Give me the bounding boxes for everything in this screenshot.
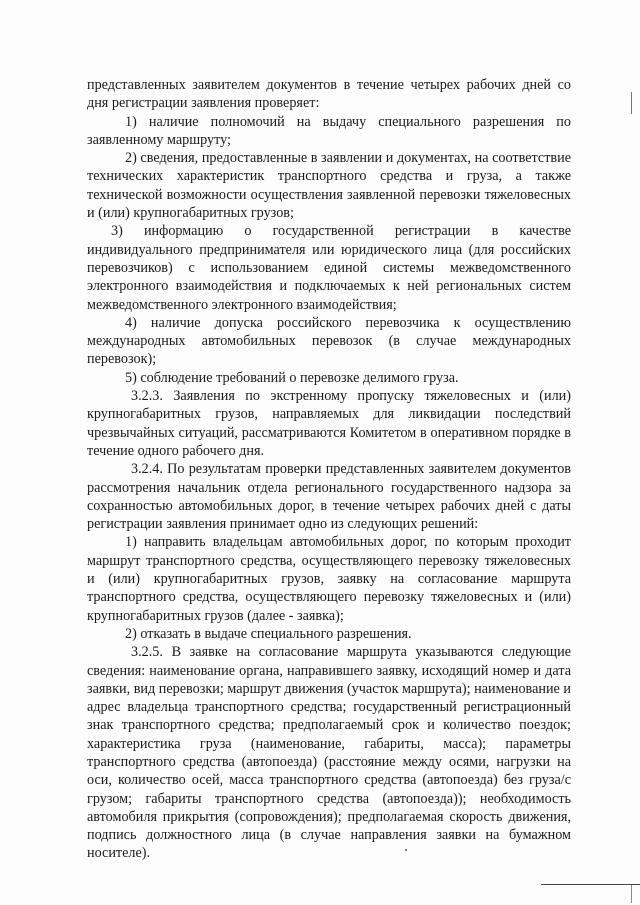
paragraph-item-3: 3) информацию о государственной регистрации в качестве индивидуального предпринимателя или юридического лица (для российских перевозчиков) с использованием единой системы межведомственного электронного взаимодействия и подключаемых к ней региональных систем межведомственного электронного взаимодействия; <box>87 223 571 313</box>
paragraph-item-4: 4) наличие допуска российского перевозчика к осуществлению международных автомобильных перевозок (в случае международных перевозок); <box>87 314 571 368</box>
paragraph-item-2: 2) сведения, предоставленные в заявлении и документах, на соответствие технических характеристик транспортного средства и груза, а также технической возможности осуществления заявленной перевозки тяжеловесных и (или) крупногабаритных грузов; <box>87 150 571 222</box>
scan-speck <box>405 849 407 851</box>
paragraph-3-2-4: 3.2.4. По результатам проверки представленных заявителем документов рассмотрения начальник отдела регионального государственного надзора за сохранностью автомобильных дорог, в течение четырех рабочих дней с даты регистрации заявления принимает одно из следующих решений: <box>87 461 571 533</box>
scan-corner-mark <box>631 885 632 903</box>
paragraph-decision-1: 1) направить владельцам автомобильных дорог, по которым проходит маршрут транспортного средства, осуществляющего перевозку тяжеловесных и (или) крупногабаритных грузов, заявку на согласование маршрута транспортного средства, осуществляющего перевозку тяжеловесных и (или) крупногабаритных грузов (далее - заявка); <box>87 534 571 624</box>
paragraph-item-5: 5) соблюдение требований о перевозке делимого груза. <box>125 369 459 386</box>
scan-edge-mark <box>631 92 632 114</box>
scan-bottom-edge <box>541 884 640 885</box>
paragraph-item-1: 1) наличие полномочий на выдачу специального разрешения по заявленному маршруту; <box>87 113 571 148</box>
paragraph-3-2-5: 3.2.5. В заявке на согласование маршрута указываются следующие сведения: наименование органа, направившего заявку, исходящий номер и дата заявки, вид перевозки; маршрут движения (участок маршрута); наименование и адрес владельца транспортного средства; государственный регистрационный знак транспортного средства; предполагаемый срок и количество поездок; характеристика груза (наименование, габариты, масса); параметры транспортного средства (автопоезда) (расстояние между осями, нагрузки на оси, количество осей, масса транспортного средства (автопоезда) без груза/с грузом; габариты транспортного средства (автопоезда)); необходимость автомобиля прикрытия (сопровождения); предполагаемая скорость движения, подпись должностного лица (в случае направления заявки на бумажном носителе). <box>87 644 571 862</box>
paragraph-3-2-3: 3.2.3. Заявления по экстренному пропуску тяжеловесных и (или) крупногабаритных грузов, направляемых для ликвидации последствий чрезвычайных ситуаций, рассматриваются Комитетом в оперативном порядке в течение одного рабочего дня. <box>87 388 571 459</box>
paragraph-intro: представленных заявителем документов в течение четырех рабочих дней со дня регистрации заявления проверяет: <box>87 77 571 112</box>
document-body <box>87 76 571 863</box>
paragraph-decision-2: 2) отказать в выдаче специального разрешения. <box>125 625 412 642</box>
